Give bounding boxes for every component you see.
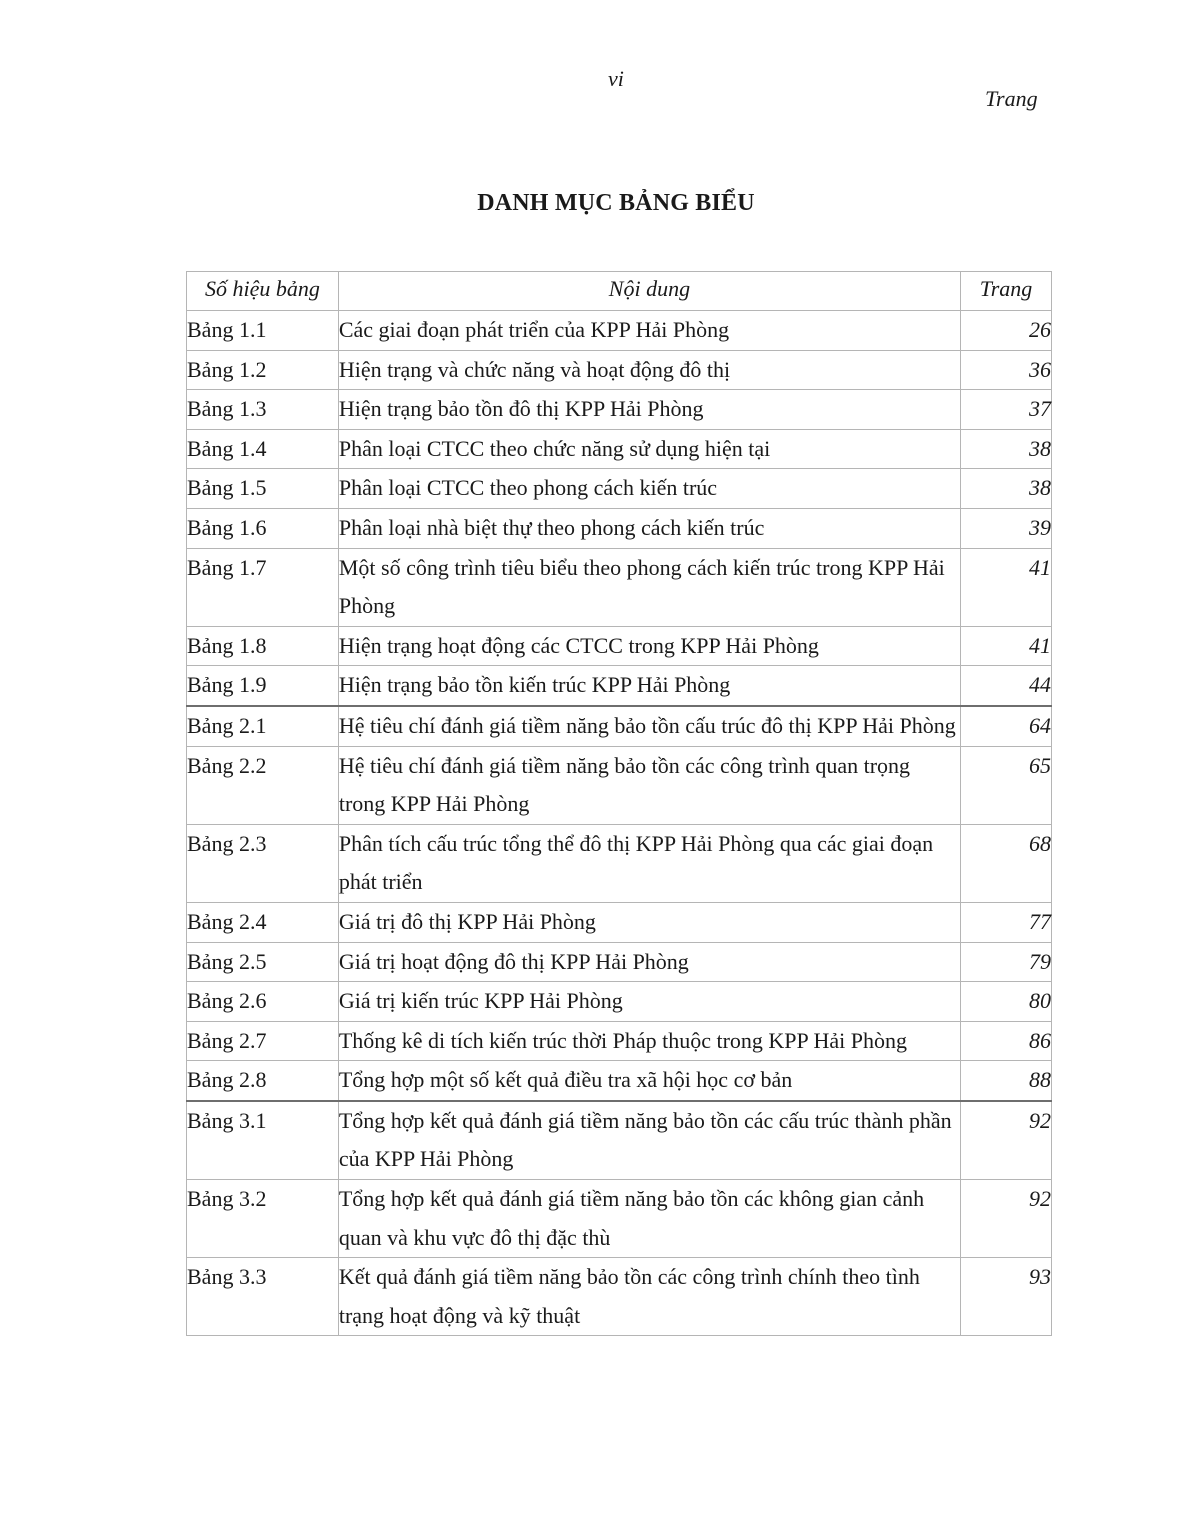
table-number: Bảng 2.7 xyxy=(187,1021,339,1061)
table-caption: Phân tích cấu trúc tổng thể đô thị KPP Hải Phòng qua các giai đoạn phát triển xyxy=(338,824,960,902)
page-ref: 39 xyxy=(961,508,1052,548)
table-number: Bảng 1.1 xyxy=(187,311,339,351)
table-row xyxy=(187,350,1052,390)
table-number: Bảng 1.6 xyxy=(187,508,339,548)
page-ref: 41 xyxy=(961,548,1052,626)
page-ref: 41 xyxy=(961,626,1052,666)
table-row xyxy=(187,1258,1052,1336)
table-number: Bảng 2.6 xyxy=(187,982,339,1022)
table-caption: Hiện trạng bảo tồn kiến trúc KPP Hải Phòng xyxy=(338,666,960,706)
page-ref: 86 xyxy=(961,1021,1052,1061)
table-caption: Giá trị kiến trúc KPP Hải Phòng xyxy=(338,982,960,1022)
header-content: Nội dung xyxy=(338,272,960,311)
table-row xyxy=(187,469,1052,509)
table-number: Bảng 1.8 xyxy=(187,626,339,666)
page-ref: 92 xyxy=(961,1101,1052,1180)
table-caption: Tổng hợp một số kết quả điều tra xã hội học cơ bản xyxy=(338,1061,960,1101)
table-row xyxy=(187,429,1052,469)
table-caption: Phân loại CTCC theo phong cách kiến trúc xyxy=(338,469,960,509)
table-row xyxy=(187,1101,1052,1180)
table-caption: Giá trị đô thị KPP Hải Phòng xyxy=(338,902,960,942)
table-number: Bảng 2.1 xyxy=(187,706,339,746)
table-caption: Hiện trạng và chức năng và hoạt động đô thị xyxy=(338,350,960,390)
table-row xyxy=(187,1061,1052,1101)
page-ref: 80 xyxy=(961,982,1052,1022)
table-caption: Một số công trình tiêu biểu theo phong cách kiến trúc trong KPP Hải Phòng xyxy=(338,548,960,626)
table-row xyxy=(187,942,1052,982)
page-ref: 64 xyxy=(961,706,1052,746)
table-caption: Tổng hợp kết quả đánh giá tiềm năng bảo tồn các không gian cảnh quan và khu vực đô thị đặc thù xyxy=(338,1180,960,1258)
table-row xyxy=(187,1021,1052,1061)
page-ref: 38 xyxy=(961,429,1052,469)
table-number: Bảng 1.9 xyxy=(187,666,339,706)
table-row xyxy=(187,626,1052,666)
table-number: Bảng 1.4 xyxy=(187,429,339,469)
table-caption: Hệ tiêu chí đánh giá tiềm năng bảo tồn cấu trúc đô thị KPP Hải Phòng xyxy=(338,706,960,746)
page-ref: 38 xyxy=(961,469,1052,509)
table-caption: Phân loại CTCC theo chức năng sử dụng hiện tại xyxy=(338,429,960,469)
table-row xyxy=(187,666,1052,706)
page-ref: 88 xyxy=(961,1061,1052,1101)
table-number: Bảng 3.2 xyxy=(187,1180,339,1258)
page-ref: 65 xyxy=(961,746,1052,824)
page-ref: 77 xyxy=(961,902,1052,942)
page-ref: 68 xyxy=(961,824,1052,902)
table-caption: Phân loại nhà biệt thự theo phong cách kiến trúc xyxy=(338,508,960,548)
table-row xyxy=(187,902,1052,942)
table-number: Bảng 2.4 xyxy=(187,902,339,942)
table-number: Bảng 3.3 xyxy=(187,1258,339,1336)
table-row xyxy=(187,746,1052,824)
page-ref: 26 xyxy=(961,311,1052,351)
page-ref: 37 xyxy=(961,390,1052,430)
table-caption: Kết quả đánh giá tiềm năng bảo tồn các công trình chính theo tình trạng hoạt động và kỹ thuật xyxy=(338,1258,960,1336)
table-row xyxy=(187,706,1052,746)
table-row xyxy=(187,390,1052,430)
table-caption: Giá trị hoạt động đô thị KPP Hải Phòng xyxy=(338,942,960,982)
page-column-label: Trang xyxy=(985,86,1038,111)
table-number: Bảng 3.1 xyxy=(187,1101,339,1180)
table-header-row xyxy=(187,272,1052,311)
page-ref: 93 xyxy=(961,1258,1052,1336)
table-number: Bảng 2.5 xyxy=(187,942,339,982)
table-number: Bảng 2.8 xyxy=(187,1061,339,1101)
header-page: Trang xyxy=(961,272,1052,311)
table-row xyxy=(187,824,1052,902)
header-table-number: Số hiệu bảng xyxy=(187,272,339,311)
table-caption: Tổng hợp kết quả đánh giá tiềm năng bảo tồn các cấu trúc thành phần của KPP Hải Phòng xyxy=(338,1101,960,1180)
table-row xyxy=(187,1180,1052,1258)
table-caption: Hệ tiêu chí đánh giá tiềm năng bảo tồn các công trình quan trọng trong KPP Hải Phòng xyxy=(338,746,960,824)
table-row xyxy=(187,311,1052,351)
table-list xyxy=(186,271,1052,1336)
page-ref: 79 xyxy=(961,942,1052,982)
table-row xyxy=(187,508,1052,548)
table-number: Bảng 1.2 xyxy=(187,350,339,390)
table-number: Bảng 1.3 xyxy=(187,390,339,430)
table-caption: Hiện trạng hoạt động các CTCC trong KPP Hải Phòng xyxy=(338,626,960,666)
page-ref: 92 xyxy=(961,1180,1052,1258)
table-caption: Hiện trạng bảo tồn đô thị KPP Hải Phòng xyxy=(338,390,960,430)
page-ref: 44 xyxy=(961,666,1052,706)
table-number: Bảng 1.7 xyxy=(187,548,339,626)
page-number: vi xyxy=(608,66,624,91)
table-row xyxy=(187,982,1052,1022)
table-number: Bảng 1.5 xyxy=(187,469,339,509)
table-number: Bảng 2.2 xyxy=(187,746,339,824)
table-row xyxy=(187,548,1052,626)
page-title: DANH MỤC BẢNG BIỂU xyxy=(477,190,755,216)
table-caption: Thống kê di tích kiến trúc thời Pháp thuộc trong KPP Hải Phòng xyxy=(338,1021,960,1061)
table-number: Bảng 2.3 xyxy=(187,824,339,902)
table-caption: Các giai đoạn phát triển của KPP Hải Phòng xyxy=(338,311,960,351)
page-ref: 36 xyxy=(961,350,1052,390)
